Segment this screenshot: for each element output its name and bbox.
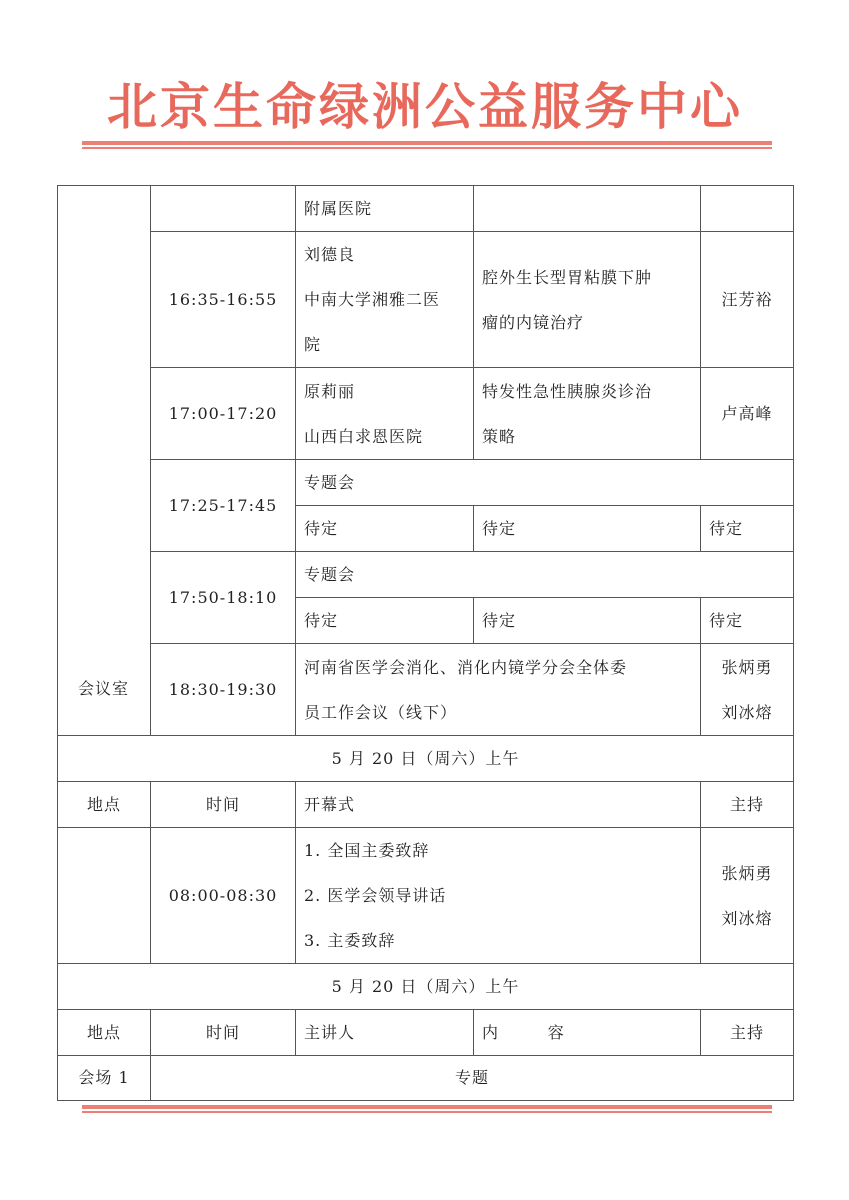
column-header-row xyxy=(58,1010,794,1056)
venue-label-overlay: 会议室 xyxy=(77,679,129,698)
header-venue: 地点 xyxy=(58,782,151,828)
host-cell xyxy=(701,186,794,232)
table-row xyxy=(58,460,794,506)
host-cell: 待定 xyxy=(701,598,794,644)
topic-cell: 特发性急性胰腺炎诊治 策略 xyxy=(474,368,701,460)
list-item: 2. 医学会领导讲话 xyxy=(304,886,447,905)
topic-cell: 腔外生长型胃粘膜下肿 瘤的内镜治疗 xyxy=(474,232,701,368)
venue-cell xyxy=(58,828,151,964)
host-cell: 卢高峰 xyxy=(701,368,794,460)
time-cell xyxy=(151,186,296,232)
header-speaker: 主讲人 xyxy=(296,1010,474,1056)
section-header-row xyxy=(58,964,794,1010)
schedule-table xyxy=(57,185,794,1101)
header-topic: 内 容 xyxy=(474,1010,701,1056)
list-item: 1. 全国主委致辞 xyxy=(304,841,430,860)
speaker-cell: 刘德良 中南大学湘雅二医 院 xyxy=(296,232,474,368)
speaker-cell: 待定 xyxy=(296,598,474,644)
topic-cell: 待定 xyxy=(474,598,701,644)
table-row xyxy=(58,186,794,232)
table-row xyxy=(58,232,794,368)
topic-cell: 待定 xyxy=(474,506,701,552)
speaker-cell: 原莉丽 山西白求恩医院 xyxy=(296,368,474,460)
table-row xyxy=(58,1056,794,1101)
time-cell: 17:25-17:45 xyxy=(151,460,296,552)
header-venue: 地点 xyxy=(58,1010,151,1056)
letterhead-title: 北京生命绿洲公益服务中心 xyxy=(107,78,743,136)
time-cell: 17:00-17:20 xyxy=(151,368,296,460)
host-cell: 张炳勇 刘冰熔 xyxy=(701,644,794,736)
header-rule-thin xyxy=(82,147,772,149)
time-cell: 18:30-19:30 xyxy=(151,644,296,736)
host-cell: 张炳勇 刘冰熔 xyxy=(701,828,794,964)
content-cell xyxy=(296,828,701,964)
header-host: 主持 xyxy=(701,782,794,828)
time-cell: 17:50-18:10 xyxy=(151,552,296,644)
column-header-row xyxy=(58,782,794,828)
time-cell: 08:00-08:30 xyxy=(151,828,296,964)
table-row xyxy=(58,368,794,460)
footer-rule-thin xyxy=(82,1111,772,1113)
header-rule xyxy=(82,141,772,145)
header-content: 开幕式 xyxy=(296,782,701,828)
host-cell: 汪芳裕 xyxy=(701,232,794,368)
header-time: 时间 xyxy=(151,1010,296,1056)
header-host: 主持 xyxy=(701,1010,794,1056)
time-cell: 16:35-16:55 xyxy=(151,232,296,368)
venue-cell: 会场 1 xyxy=(58,1056,151,1101)
table-row xyxy=(58,644,794,736)
section-header-row xyxy=(58,736,794,782)
table-row xyxy=(58,828,794,964)
session-label: 专题会 xyxy=(296,552,794,598)
session-label: 专题会 xyxy=(296,460,794,506)
topic-cell xyxy=(474,186,701,232)
list-item: 3. 主委致辞 xyxy=(304,931,396,950)
session-label: 专题 xyxy=(151,1056,794,1101)
header-time: 时间 xyxy=(151,782,296,828)
content-cell: 河南省医学会消化、消化内镜学分会全体委 员工作会议（线下） xyxy=(296,644,701,736)
section-date: 5 月 20 日（周六）上午 xyxy=(58,736,794,782)
section-date: 5 月 20 日（周六）上午 xyxy=(58,964,794,1010)
speaker-cell: 待定 xyxy=(296,506,474,552)
host-cell: 待定 xyxy=(701,506,794,552)
table-row xyxy=(58,552,794,598)
speaker-cell: 附属医院 xyxy=(296,186,474,232)
footer-rule xyxy=(82,1105,772,1109)
